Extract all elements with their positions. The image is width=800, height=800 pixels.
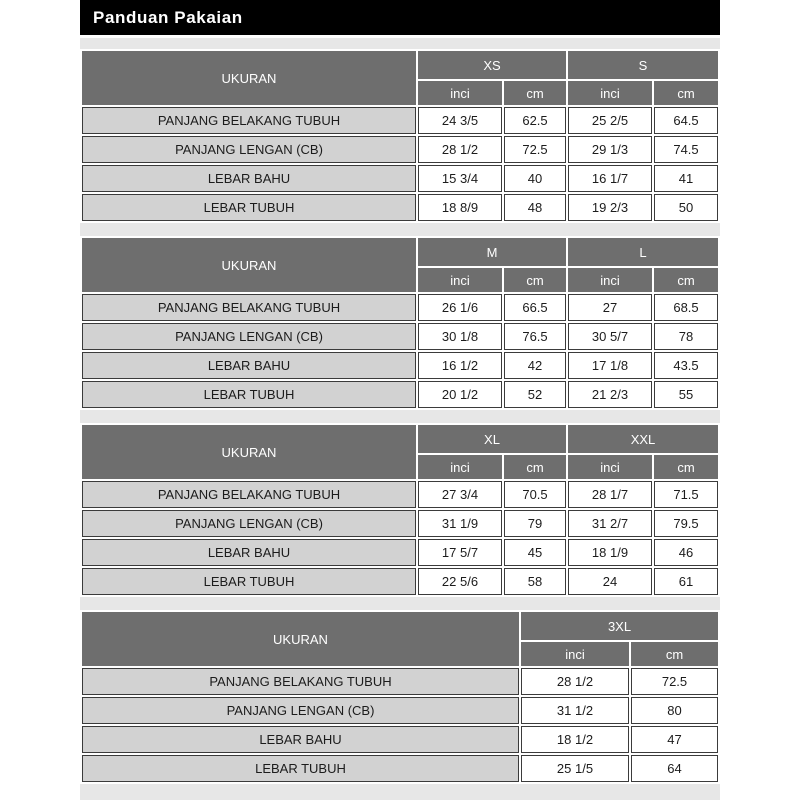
unit-header-inci: inci <box>521 642 629 666</box>
size-header-l: L <box>568 238 718 266</box>
measurement-label: LEBAR TUBUH <box>82 755 519 782</box>
measurement-value: 61 <box>654 568 718 595</box>
measurement-value: 68.5 <box>654 294 718 321</box>
measurement-label: LEBAR BAHU <box>82 726 519 753</box>
size-table-xs-s <box>80 49 720 223</box>
measurement-row <box>82 481 718 508</box>
measurement-label: PANJANG BELAKANG TUBUH <box>82 668 519 695</box>
section-divider <box>80 38 720 49</box>
measurement-value: 70.5 <box>504 481 566 508</box>
measurement-label: PANJANG LENGAN (CB) <box>82 323 416 350</box>
measurement-value: 72.5 <box>504 136 566 163</box>
measurement-value: 79 <box>504 510 566 537</box>
measurement-row <box>82 294 718 321</box>
unit-header-cm: cm <box>631 642 718 666</box>
measurement-value: 43.5 <box>654 352 718 379</box>
unit-header-inci: inci <box>568 268 652 292</box>
unit-header-inci: inci <box>418 268 502 292</box>
measurement-value: 62.5 <box>504 107 566 134</box>
measurement-label: LEBAR TUBUH <box>82 568 416 595</box>
size-header-xxl: XXL <box>568 425 718 453</box>
unit-header-cm: cm <box>654 81 718 105</box>
ukuran-header: UKURAN <box>82 425 416 479</box>
size-table-3xl <box>80 610 720 784</box>
size-table-m-l <box>80 236 720 410</box>
size-header-s: S <box>568 51 718 79</box>
size-header-xl: XL <box>418 425 566 453</box>
measurement-value: 40 <box>504 165 566 192</box>
measurement-row <box>82 755 718 782</box>
unit-header-inci: inci <box>418 455 502 479</box>
content-column <box>80 0 720 800</box>
measurement-value: 19 2/3 <box>568 194 652 221</box>
unit-header-inci: inci <box>568 455 652 479</box>
measurement-value: 15 3/4 <box>418 165 502 192</box>
measurement-row <box>82 381 718 408</box>
ukuran-header: UKURAN <box>82 612 519 666</box>
ukuran-header: UKURAN <box>82 51 416 105</box>
measurement-value: 27 <box>568 294 652 321</box>
measurement-label: LEBAR BAHU <box>82 165 416 192</box>
measurement-value: 58 <box>504 568 566 595</box>
measurement-value: 18 1/2 <box>521 726 629 753</box>
measurement-value: 74.5 <box>654 136 718 163</box>
measurement-value: 64 <box>631 755 718 782</box>
measurement-value: 24 3/5 <box>418 107 502 134</box>
measurement-value: 25 2/5 <box>568 107 652 134</box>
measurement-row <box>82 539 718 566</box>
measurement-row <box>82 510 718 537</box>
measurement-label: LEBAR BAHU <box>82 539 416 566</box>
measurement-value: 26 1/6 <box>418 294 502 321</box>
measurement-value: 76.5 <box>504 323 566 350</box>
measurement-value: 17 5/7 <box>418 539 502 566</box>
unit-header-inci: inci <box>418 81 502 105</box>
measurement-value: 79.5 <box>654 510 718 537</box>
measurement-value: 18 8/9 <box>418 194 502 221</box>
measurement-row <box>82 107 718 134</box>
page-title: Panduan Pakaian <box>93 7 243 27</box>
size-tables-container <box>80 38 720 800</box>
measurement-value: 16 1/2 <box>418 352 502 379</box>
measurement-value: 47 <box>631 726 718 753</box>
measurement-row <box>82 323 718 350</box>
measurement-row <box>82 726 718 753</box>
measurement-row <box>82 352 718 379</box>
measurement-value: 66.5 <box>504 294 566 321</box>
measurement-value: 31 1/9 <box>418 510 502 537</box>
section-divider <box>80 223 720 236</box>
measurement-value: 28 1/7 <box>568 481 652 508</box>
section-divider <box>80 410 720 423</box>
measurement-value: 41 <box>654 165 718 192</box>
measurement-value: 64.5 <box>654 107 718 134</box>
measurement-value: 78 <box>654 323 718 350</box>
measurement-value: 30 1/8 <box>418 323 502 350</box>
measurement-value: 72.5 <box>631 668 718 695</box>
measurement-label: LEBAR TUBUH <box>82 194 416 221</box>
measurement-value: 31 2/7 <box>568 510 652 537</box>
measurement-row <box>82 136 718 163</box>
measurement-row <box>82 668 718 695</box>
measurement-row <box>82 568 718 595</box>
measurement-label: PANJANG BELAKANG TUBUH <box>82 107 416 134</box>
measurement-value: 18 1/9 <box>568 539 652 566</box>
measurement-row <box>82 697 718 724</box>
measurement-value: 24 <box>568 568 652 595</box>
measurement-row <box>82 165 718 192</box>
title-bar <box>80 0 720 35</box>
measurement-value: 17 1/8 <box>568 352 652 379</box>
measurement-value: 30 5/7 <box>568 323 652 350</box>
measurement-label: PANJANG LENGAN (CB) <box>82 510 416 537</box>
measurement-value: 50 <box>654 194 718 221</box>
measurement-value: 20 1/2 <box>418 381 502 408</box>
measurement-label: PANJANG LENGAN (CB) <box>82 136 416 163</box>
measurement-value: 52 <box>504 381 566 408</box>
measurement-value: 25 1/5 <box>521 755 629 782</box>
size-header-xs: XS <box>418 51 566 79</box>
unit-header-inci: inci <box>568 81 652 105</box>
measurement-label: LEBAR BAHU <box>82 352 416 379</box>
size-header-3xl: 3XL <box>521 612 718 640</box>
measurement-value: 42 <box>504 352 566 379</box>
measurement-value: 22 5/6 <box>418 568 502 595</box>
size-table-xl-xxl <box>80 423 720 597</box>
measurement-value: 21 2/3 <box>568 381 652 408</box>
unit-header-cm: cm <box>504 455 566 479</box>
measurement-label: LEBAR TUBUH <box>82 381 416 408</box>
measurement-value: 48 <box>504 194 566 221</box>
measurement-label: PANJANG LENGAN (CB) <box>82 697 519 724</box>
unit-header-cm: cm <box>504 268 566 292</box>
measurement-value: 80 <box>631 697 718 724</box>
measurement-value: 16 1/7 <box>568 165 652 192</box>
measurement-value: 28 1/2 <box>418 136 502 163</box>
ukuran-header: UKURAN <box>82 238 416 292</box>
unit-header-cm: cm <box>654 268 718 292</box>
measurement-value: 28 1/2 <box>521 668 629 695</box>
unit-header-cm: cm <box>504 81 566 105</box>
measurement-value: 31 1/2 <box>521 697 629 724</box>
section-divider <box>80 784 720 800</box>
measurement-value: 71.5 <box>654 481 718 508</box>
measurement-label: PANJANG BELAKANG TUBUH <box>82 294 416 321</box>
measurement-value: 45 <box>504 539 566 566</box>
measurement-value: 46 <box>654 539 718 566</box>
unit-header-cm: cm <box>654 455 718 479</box>
measurement-value: 27 3/4 <box>418 481 502 508</box>
section-divider <box>80 597 720 610</box>
size-header-m: M <box>418 238 566 266</box>
measurement-label: PANJANG BELAKANG TUBUH <box>82 481 416 508</box>
measurement-value: 55 <box>654 381 718 408</box>
measurement-row <box>82 194 718 221</box>
measurement-value: 29 1/3 <box>568 136 652 163</box>
